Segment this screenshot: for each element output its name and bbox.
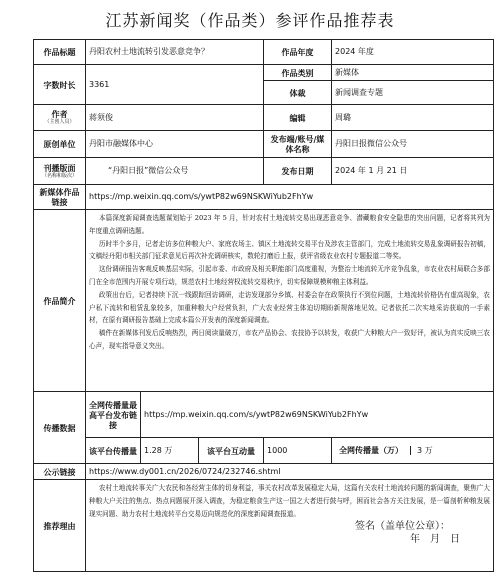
genre-value: 新闻调查专题 (332, 81, 494, 105)
label-editor: 编辑 (264, 105, 332, 131)
intro-paragraph: 政策出台后，记者持续下沉一线跟踪回访调研，走访发现部分乡镇、村委会存在政策执行不到位问题，土地流转价格仍有虚高现象，农户私下流转和租赁乱象较多，加重种粮大户经营负担，广大农业经营主体迫切期盼新规落地见效。记者依托二次实地采访获取的一手素材，在原有调研报告基础上完成本篇公开发表的深度新闻调查。 (89, 290, 491, 325)
intro-paragraph: 历时半个多月，记者走访多位种粮大户、家庭农场主、镇区土地流转交易平台及涉农主管部门，完成土地流转交易乱象调研报告初稿，文稿经丹阳市相关部门征求意见后再次补充调研核实，数轮打磨后上报，获评省级农业农村专题报道二等奖。 (89, 239, 491, 261)
reason-content (86, 480, 494, 572)
label-reason: 推荐理由 (34, 480, 86, 572)
author-value: 蒋须俊 (86, 105, 264, 131)
label-new-media-link: 新媒体作品链接 (34, 185, 86, 210)
original-unit-value: 丹阳市融媒体中心 (86, 131, 264, 158)
category-value: 新媒体 (332, 65, 494, 81)
editor-value: 周璐 (332, 105, 494, 131)
label-fullnet-link: 全网传播量最高平台发布链接 (86, 392, 141, 438)
label-work-year: 作品年度 (264, 40, 332, 65)
date-line: 年 月 日 (410, 533, 461, 545)
intro-paragraph: 稿件在新媒体刊发后反响热烈，两日阅读量破万，市农产品协会、农技协予以转发，收获广大种粮大户一致好评，被认为真实反映三农心声，现实指导意义突出。 (89, 329, 491, 350)
fullnet-count-cell (332, 438, 494, 464)
fullnet-link-value[interactable]: https://mp.weixin.qq.com/s/ywtP82w69NSKWiYub2FhYw (141, 392, 494, 438)
work-title-value: 丹阳农村土地流转引发恶意竞争？ (86, 40, 264, 65)
recommendation-form (33, 39, 494, 572)
word-count-value: 3361 (86, 65, 264, 105)
interact-value: 1000 (264, 438, 332, 464)
label-category: 作品类别 (264, 65, 332, 81)
label-intro: 作品简介 (34, 210, 86, 392)
pub-date-value: 2024 年 1 月 21 日 (332, 158, 494, 185)
intro-paragraph: 这份调研报告客观反映基层实际，引起市委、市政府及相关职能部门高度重视，为整治土地流转无序竞争乱象，市农业农村局联合多部门在全市范围内开展专项行动，规范农村土地经营权流转交易秩序，切实保障规模种粮主体利益。 (89, 265, 491, 286)
label-spread: 传播数据 (34, 392, 86, 464)
label-public-link: 公示链接 (34, 464, 86, 480)
intro-paragraph: 本篇深度新闻调查选题谋划始于 2023 年 5 月，针对农村土地流转交易出现恶意竞争、潜藏粮食安全隐患的突出问题，记者将其列为年度重点调研选题。 (89, 214, 491, 235)
label-genre: 体裁 (264, 81, 332, 105)
signature-line: 签名（盖单位公章）： (355, 521, 451, 532)
work-year-value: 2024 年度 (332, 40, 494, 65)
page-value: “丹阳日报”微信公众号 (86, 158, 264, 185)
label-work-title: 作品标题 (34, 40, 86, 65)
label-fullnet-count: 全网传播量（万） (335, 446, 411, 456)
fullnet-count-value: 3 万 (417, 445, 433, 455)
label-read: 该平台传播量 (86, 438, 141, 464)
label-author: 作者 （主创人员） (34, 105, 86, 131)
label-page: 刊播版面 （名称和版次） (34, 158, 86, 185)
public-link-value[interactable]: https://www.dy001.cn/2026/0724/232746.shtml (86, 464, 494, 480)
label-word-count: 字数时长 (34, 65, 86, 105)
label-original-unit: 原创单位 (34, 131, 86, 158)
reason-text: 农村土地流转事关广大农民和各经营主体的切身利益，事关农村改革发展稳定大局，这篇有关农村土地流转问题的新闻调查，聚焦广大种粮大户关注的焦点、热点问题展开深入调查，为稳定粮食生产这一国之大者进行鼓与呼，困而社会各方关注发展，是一篇剖析种粮发展现实问题、助力农村土地流转平台交易迈向规范化的深度新闻调查报道。 (89, 484, 491, 518)
read-value: 1.28 万 (141, 438, 199, 464)
label-publisher: 发布端/账号/媒体名称 (264, 131, 332, 158)
intro-content (86, 210, 494, 392)
page-title: 江苏新闻奖（作品类）参评作品推荐表 (105, 11, 395, 30)
label-interact: 该平台互动量 (199, 438, 264, 464)
label-pub-date: 发布日期 (264, 158, 332, 185)
new-media-link-value[interactable]: https://mp.weixin.qq.com/s/ywtP82w69NSKWiYub2FhYw (86, 185, 494, 210)
publisher-value: 丹阳日报微信公众号 (332, 131, 494, 158)
